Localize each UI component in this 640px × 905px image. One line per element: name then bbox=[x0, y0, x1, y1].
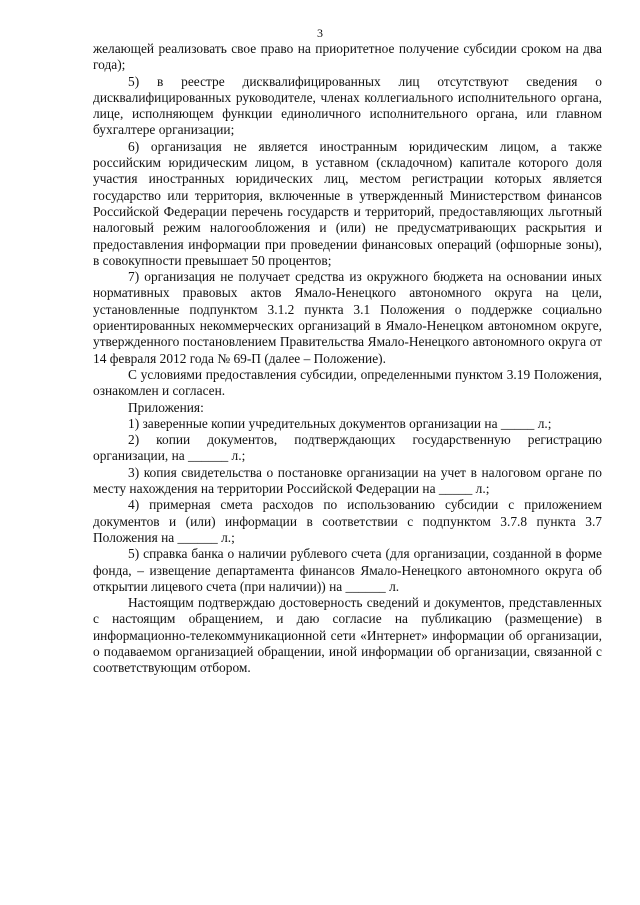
attachment-item-2: 2) копии документов, подтверждающих государственную регистрацию организации, на ______ л.; bbox=[93, 432, 602, 464]
page-number: 3 bbox=[317, 26, 323, 40]
document-body bbox=[93, 41, 602, 677]
attachment-item-3: 3) копия свидетельства о постановке организации на учет в налоговом органе по месту нахождения на территории Российской Федерации на _____ л.; bbox=[93, 464, 602, 497]
attachment-item-5: 5) справка банка о наличии рублевого счета (для организации, созданной в форме фонда, – извещение департамента финансов Ямало-Ненецкого автономного округа об открытии лицевого счета (при наличии)) на ______ л. bbox=[93, 546, 602, 594]
paragraph-item-7: 7) организация не получает средства из окружного бюджета на основании иных нормативных правовых актов Ямало-Ненецкого автономного округа на цели, установленные подпунктом 3.1.2 пункта 3.1 Положения о поддержке социально ориентированных некоммерческих организаций в Ямало-Ненецком автономном округе, утвержденного постановлением Правительства Ямало-Ненецкого автономного округа от 14 февраля 2012 года № 69-П (далее – Положение). bbox=[93, 269, 602, 366]
attachment-item-1: 1) заверенные копии учредительных документов организации на _____ л.; bbox=[128, 415, 552, 431]
paragraph-conditions: С условиями предоставления субсидии, определенными пунктом 3.19 Положения, ознакомлен и согласен. bbox=[93, 366, 602, 399]
paragraph-item-5: 5) в реестре дисквалифицированных лиц отсутствуют сведения о дисквалифицированных руководителе, членах коллегиального исполнительного органа, лице, исполняющем функции единоличного исполнительного органа, или главном бухгалтере организации; bbox=[93, 73, 602, 138]
paragraph-consent: Настоящим подтверждаю достоверность сведений и документов, представленных с настоящим обращением, и даю согласие на публикацию (размещение) в информационно-телекоммуникационной сети «Интернет» информации об организации, о подаваемом организацией обращении, иной информации об организации, связанной с соответствующим отбором. bbox=[93, 595, 602, 676]
paragraph-continuation: желающей реализовать свое право на приоритетное получение субсидии сроком на два года); bbox=[93, 41, 602, 73]
paragraph-item-6: 6) организация не является иностранным юридическим лицом, а также российским юридическим лицом, в уставном (складочном) капитале которого доля участия иностранных юридических лиц, местом регистрации которых является государство или территория, включенные в утвержденный Министерством финансов Российской Федерации перечень государств и территорий, предоставляющих льготный налоговый режим налогообложения и (или) не предусматривающих раскрытия и предоставления информации при проведении финансовых операций (офшорные зоны), в совокупности превышает 50 процентов; bbox=[93, 138, 602, 268]
attachments-heading: Приложения: bbox=[128, 399, 204, 415]
attachment-item-4: 4) примерная смета расходов по использованию субсидии с приложением документов и (или) информации в соответствии с подпунктом 3.7.8 пункта 3.7 Положения на ______ л.; bbox=[93, 497, 602, 545]
